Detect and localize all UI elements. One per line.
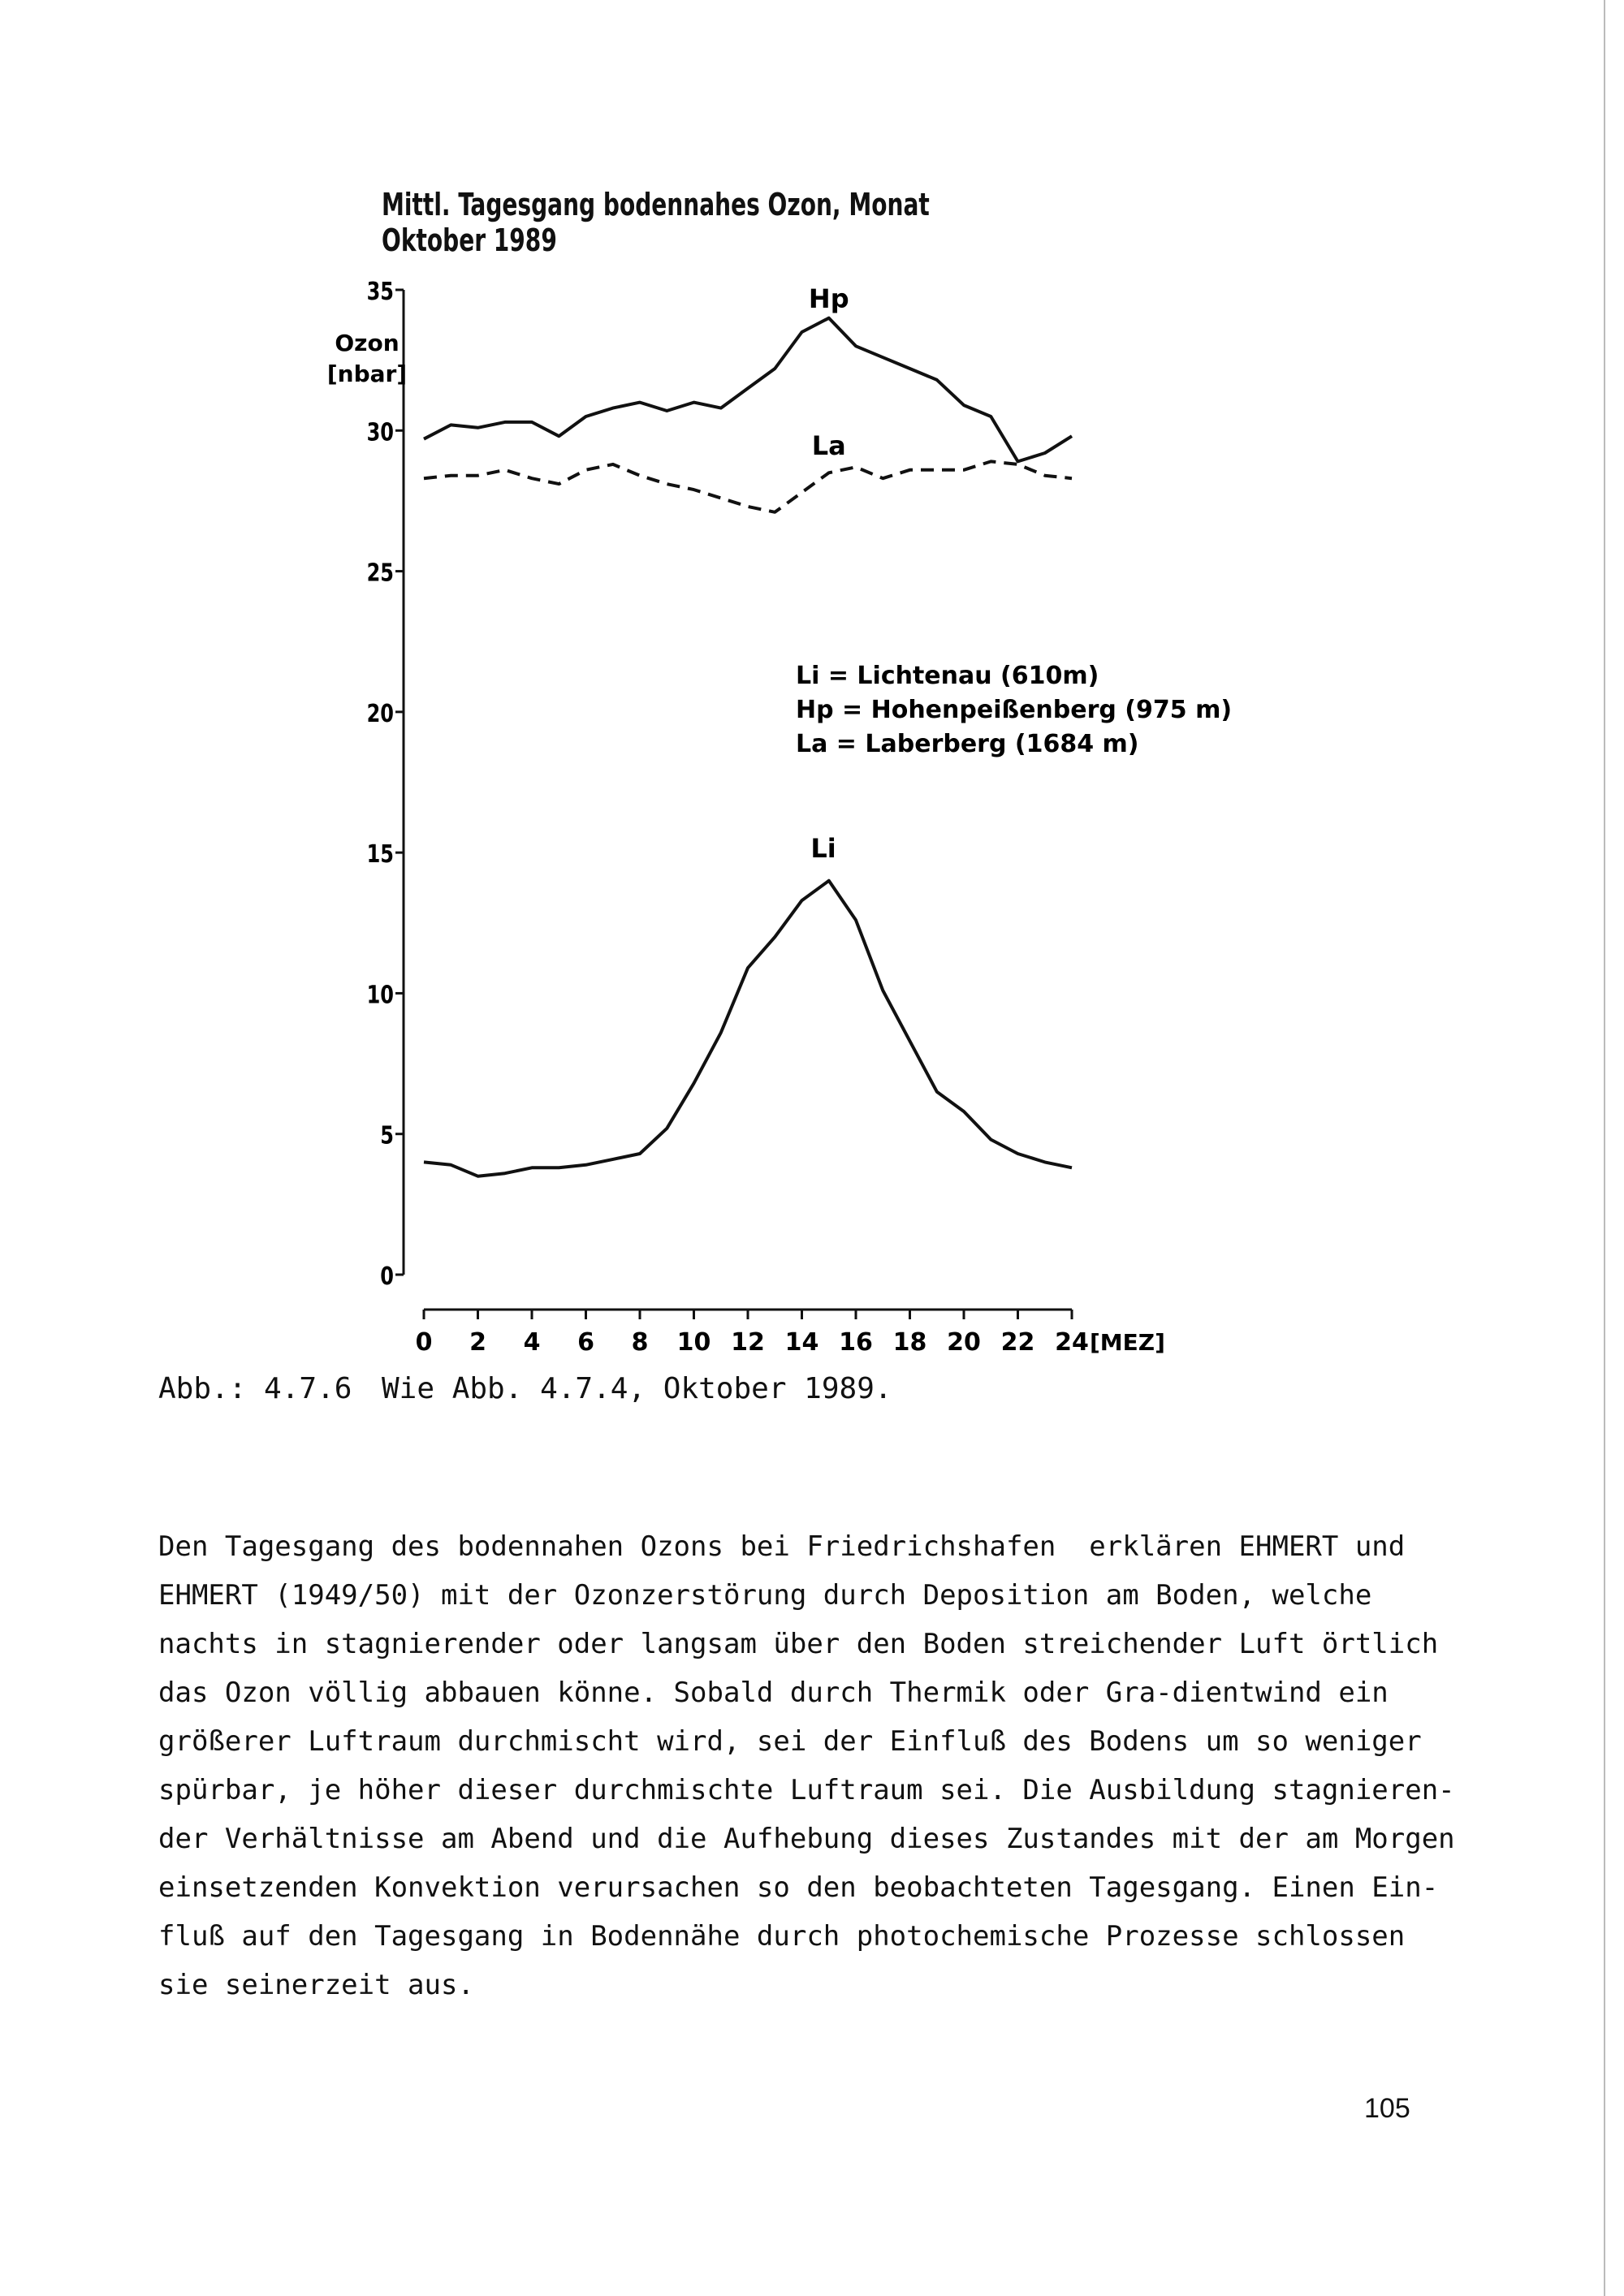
paragraph-line: größerer Luftraum durchmischt wird, sei der Einfluß des Bodens um so weniger [158, 1725, 1422, 1758]
chart-axes [404, 290, 1072, 1310]
chart-labels [809, 283, 849, 864]
paragraph-line: Den Tagesgang des bodennahen Ozons bei Friedrichshafen erklären EHMERT und [158, 1530, 1406, 1563]
body-paragraph [158, 1522, 1455, 2009]
x-tick-label: 2 [469, 1328, 486, 1357]
x-tick-label: 18 [892, 1328, 927, 1357]
figure-caption [158, 1372, 892, 1405]
series-annotation-hp: Hp [808, 283, 849, 314]
y-tick-label: 5 [380, 1122, 394, 1150]
y-axis-unit: [nbar] [326, 360, 408, 387]
chart-title: Mittl. Tagesgang bodennahes Ozon, Monat Oktober 1989 [382, 187, 930, 258]
y-ticks [327, 278, 407, 1290]
x-ticks [416, 1310, 1165, 1357]
paragraph-line: fluß auf den Tagesgang in Bodennähe durch photochemische Prozesse schlossen [158, 1920, 1406, 1953]
x-tick-label: 24 [1055, 1328, 1089, 1357]
legend-entry: Li = Lichtenau (610m) [796, 662, 1099, 690]
caption-text: Wie Abb. 4.7.4, Oktober 1989. [382, 1372, 892, 1405]
scan-edge-line [1604, 0, 1605, 2296]
series-annotation-la: La [811, 430, 846, 462]
y-tick-label: 35 [366, 278, 394, 306]
paragraph-line: einsetzenden Konvektion verursachen so den beobachteten Tagesgang. Einen Ein- [158, 1871, 1439, 1904]
chart-legend [796, 662, 1232, 758]
x-tick-label: 22 [1000, 1328, 1035, 1357]
series-line-la [424, 461, 1072, 511]
y-tick-label: 0 [380, 1262, 394, 1291]
legend-entry: Hp = Hohenpeißenberg (975 m) [796, 696, 1233, 724]
paragraph-line: nachts in stagnierender oder langsam über den Boden streichender Luft örtlich [158, 1628, 1439, 1660]
x-tick-label: 12 [731, 1328, 765, 1357]
caption-label: Abb.: 4.7.6 [158, 1372, 352, 1405]
x-tick-label: 6 [577, 1328, 594, 1357]
x-tick-label: 16 [839, 1328, 873, 1357]
series-line-hp [424, 318, 1072, 462]
paragraph-line: sie seinerzeit aus. [158, 1969, 474, 2001]
paragraph-line: EHMERT (1949/50) mit der Ozonzerstörung durch Deposition am Boden, welche [158, 1579, 1372, 1612]
y-tick-label: 15 [366, 840, 394, 869]
y-tick-label: 20 [366, 700, 394, 728]
x-tick-label: 20 [947, 1328, 981, 1357]
paragraph-line: der Verhältnisse am Abend und die Aufhebung dieses Zustandes mit der am Morgen [158, 1823, 1455, 1855]
series-line-li [424, 881, 1072, 1176]
y-tick-label: 30 [366, 418, 394, 447]
y-tick-label: 25 [366, 559, 394, 588]
y-axis-label: Ozon [335, 330, 400, 356]
x-tick-label: 4 [523, 1328, 541, 1357]
x-axis-unit: [MEZ] [1090, 1329, 1165, 1356]
x-tick-label: 0 [415, 1328, 433, 1357]
x-tick-label: 10 [676, 1328, 711, 1357]
page-number: 105 [1364, 2093, 1410, 2124]
series-annotation-li: Li [810, 833, 836, 865]
x-tick-label: 14 [784, 1328, 819, 1357]
y-tick-label: 10 [366, 981, 394, 1010]
paragraph-line: das Ozon völlig abbauen könne. Sobald durch Thermik oder Gra-dientwind ein [158, 1677, 1389, 1709]
legend-entry: La = Laberberg (1684 m) [796, 730, 1139, 758]
paragraph-line: spürbar, je höher dieser durchmischte Luftraum sei. Die Ausbildung stagnieren- [158, 1774, 1455, 1806]
x-tick-label: 8 [631, 1328, 649, 1357]
